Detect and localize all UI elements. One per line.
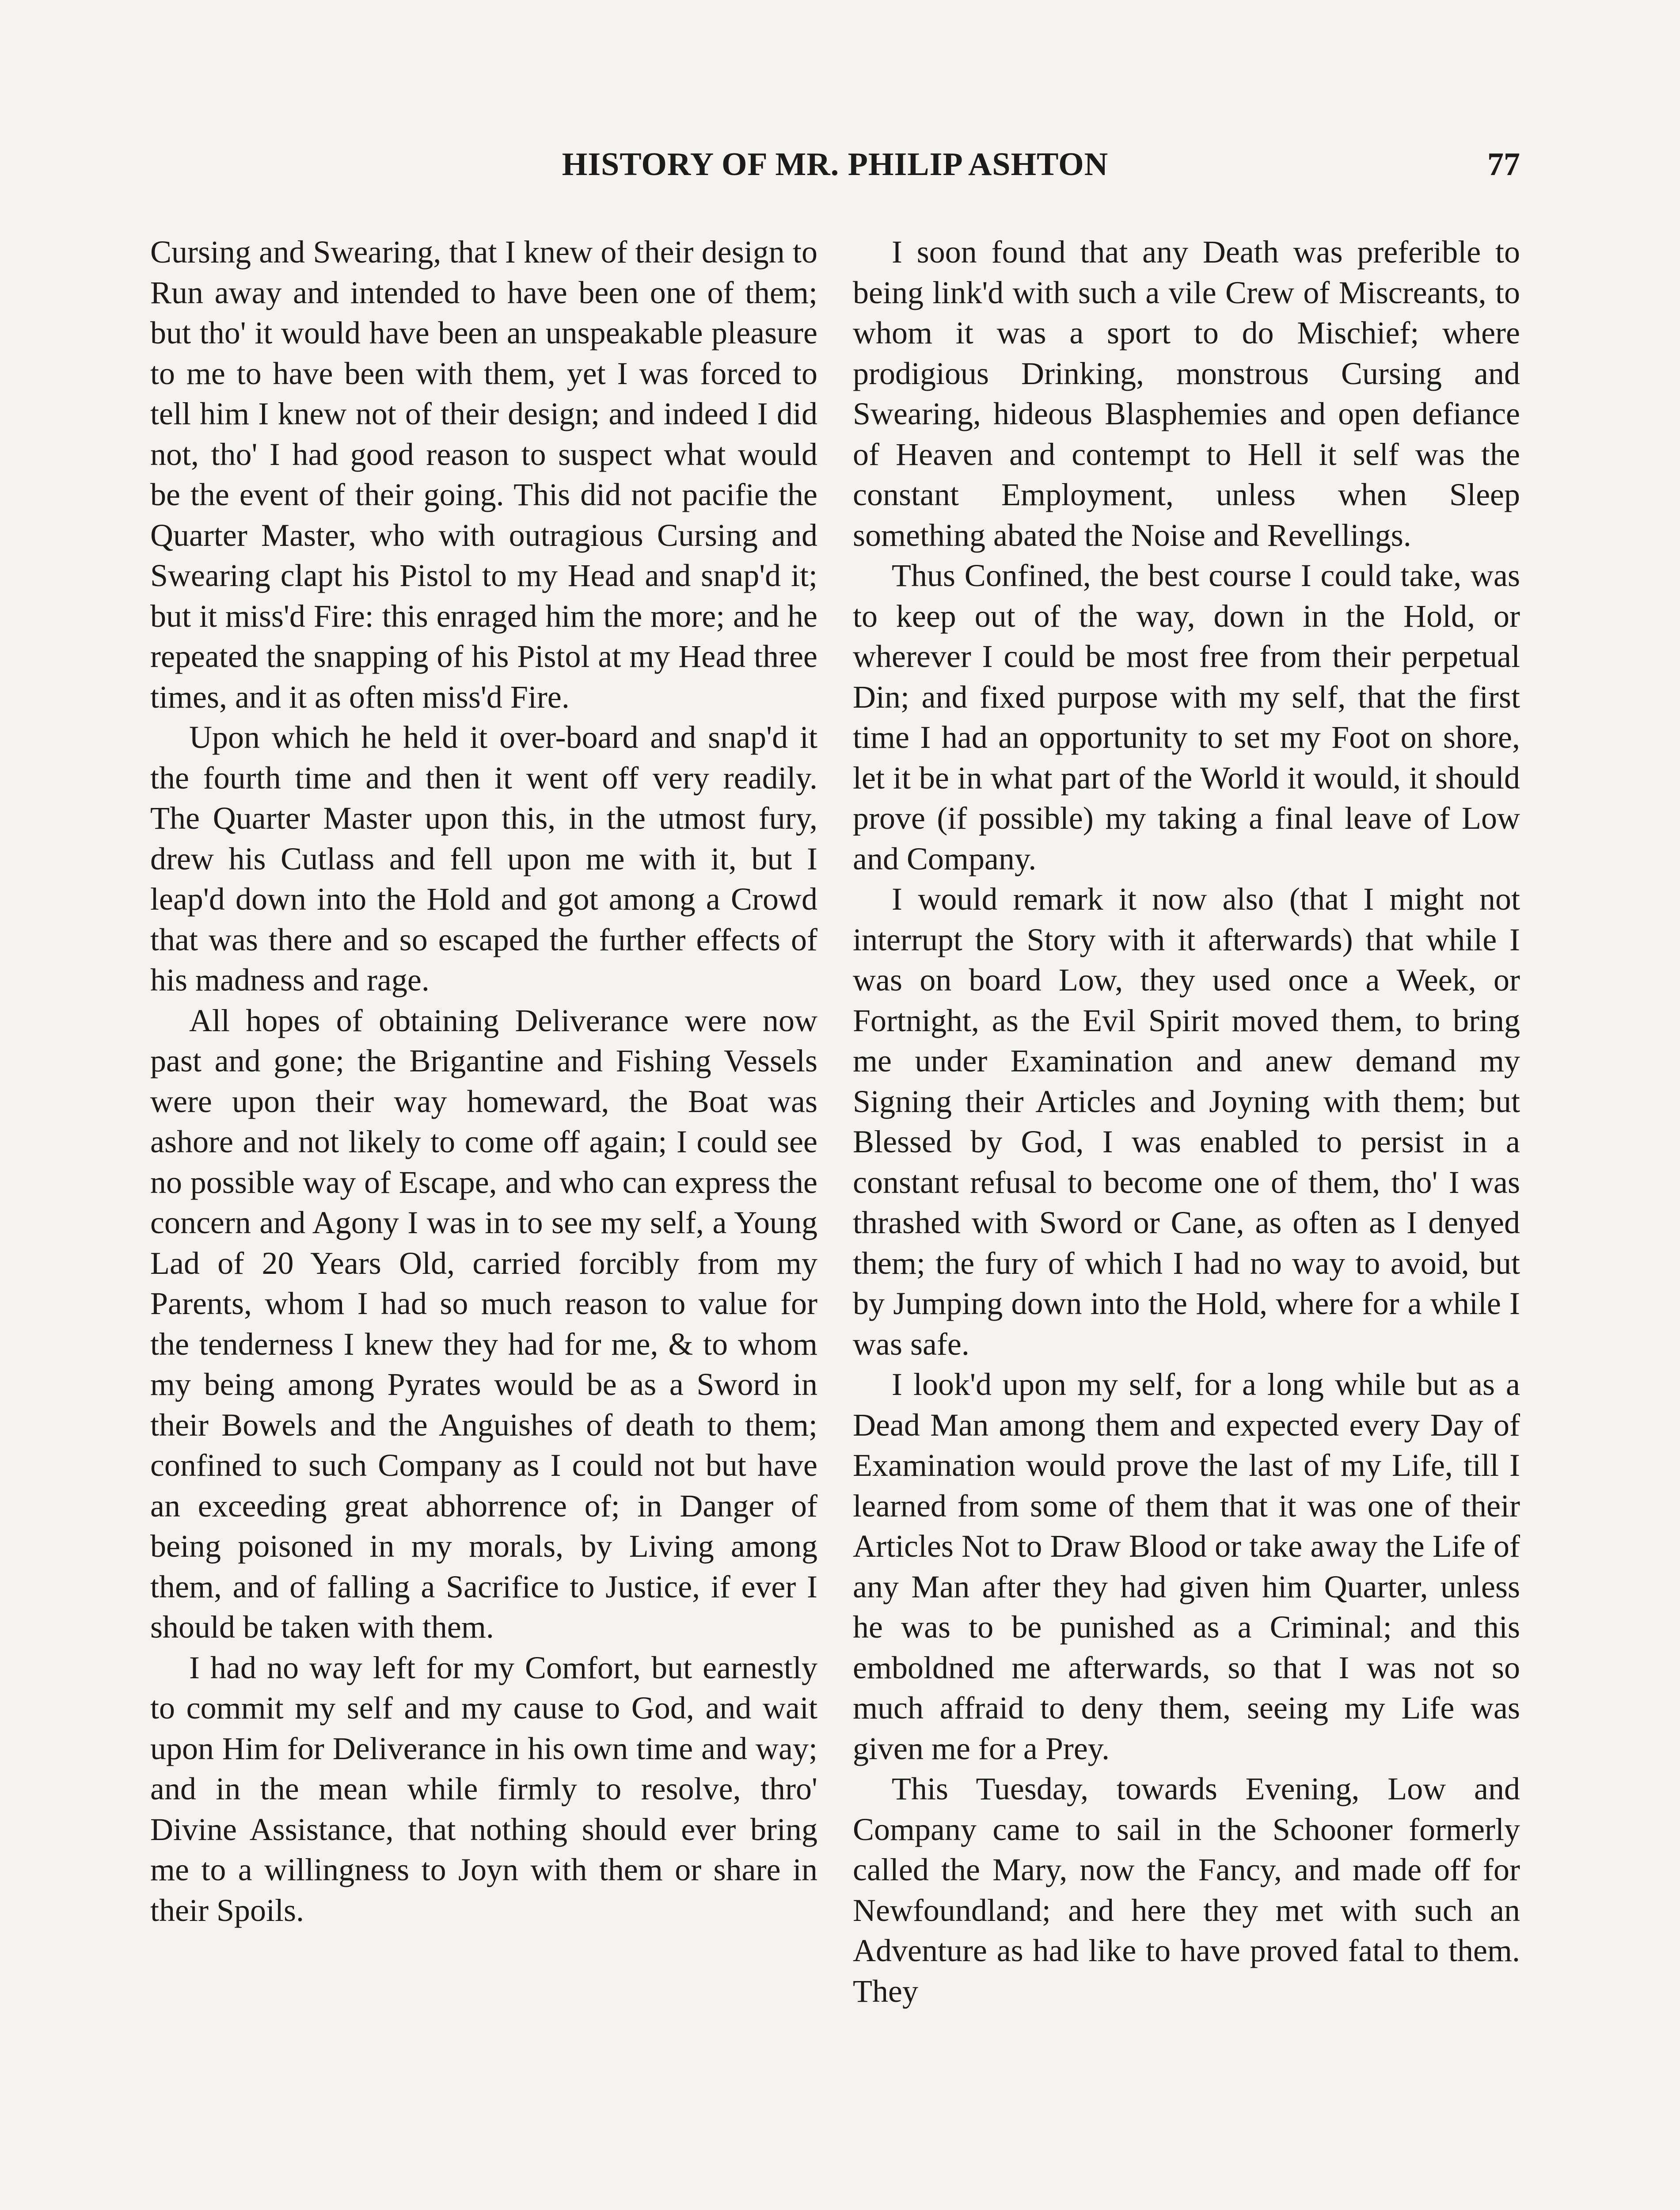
left-column [150,232,817,1931]
paragraph: I look'd upon my self, for a long while but as a Dead Man among them and expected every Day of Examination would prove the last of my Life, till I learned from some of them that it was one of their Articles Not to Draw Blood or take away the Life of any Man after they had given him Quarter, unless he was to be punished as a Criminal; and this emboldned me afterwards, so that I was not so much affraid to deny them, seeing my Life was given me for a Prey. [853,1367,1520,1766]
paragraph: I soon found that any Death was preferible to being link'd with such a vile Crew of Miscreants, to whom it was a sport to do Mischief; where prodigious Drinking, monstrous Cursing and Swearing, hideous Blasphemies and open defiance of Heaven and contempt to Hell it self was the constant Employment, unless when Sleep something abated the Noise and Revellings. [853,234,1520,553]
paragraph: This Tuesday, towards Evening, Low and Company came to sail in the Schooner formerly called the Mary, now the Fancy, and made off for Newfoundland; and here they met with such an Adventure as had like to have proved fatal to them. They [853,1771,1520,2009]
right-column [853,232,1520,2012]
paragraph: I would remark it now also (that I might not interrupt the Story with it afterwards) that while I was on board Low, they used once a Week, or Fortnight, as the Evil Spirit moved them, to bring me under Examination and anew demand my Signing their Articles and Joyning with them; but Blessed by God, I was enabled to persist in a constant refusal to become one of them, tho' I was thrashed with Sword or Cane, as often as I denyed them; the fury of which I had no way to avoid, but by Jumping down into the Hold, where for a while I was safe. [853,881,1520,1362]
page-number: 77 [1487,146,1520,183]
paragraph: Thus Confined, the best course I could take, was to keep out of the way, down in the Hold, or wherever I could be most free from their perpetual Din; and fixed purpose with my self, that the first time I had an opportunity to set my Foot on shore, let it be in what part of the World it would, it should prove (if possible) my taking a final leave of Low and Company. [853,558,1520,876]
paragraph: All hopes of obtaining Deliverance were now past and gone; the Brigantine and Fishing Vessels were upon their way homeward, the Boat was ashore and not likely to come off again; I could see no possible way of Escape, and who can express the concern and Agony I was in to see my self, a Young Lad of 20 Years Old, carried forcibly from my Parents, whom I had so much reason to value for the tenderness I knew they had for me, & to whom my being among Pyrates would be as a Sword in their Bowels and the Anguishes of death to them; confined to such Company as I could not but have an exceeding great abhorrence of; in Danger of being poisoned in my morals, by Living among them, and of falling a Sacrifice to Justice, if ever I should be taken with them. [150,1002,817,1645]
paragraph: I had no way left for my Comfort, but earnestly to commit my self and my cause to God, and wait upon Him for Deliverance in his own time and way; and in the mean while firmly to resolve, thro' Divine Assistance, that nothing should ever bring me to a willingness to Joyn with them or share in their Spoils. [150,1650,817,1928]
running-head: HISTORY OF MR. PHILIP ASHTON [562,146,1109,183]
paragraph: Cursing and Swearing, that I knew of their design to Run away and intended to have been one of them; but tho' it would have been an unspeakable pleasure to me to have been with them, yet I was forced to tell him I knew not of their design; and indeed I did not, tho' I had good reason to suspect what would be the event of their going. This did not pacifie the Quarter Master, who with outragious Cursing and Swearing clapt his Pistol to my Head and snap'd it; but it miss'd Fire: this enraged him the more; and he repeated the snapping of his Pistol at my Head three times, and it as often miss'd Fire. [150,234,817,715]
paragraph: Upon which he held it over-board and snap'd it the fourth time and then it went off very readily. The Quarter Master upon this, in the utmost fury, drew his Cutlass and fell upon me with it, but I leap'd down into the Hold and got among a Crowd that was there and so escaped the further effects of his madness and rage. [150,720,817,998]
page-header [150,146,1520,199]
